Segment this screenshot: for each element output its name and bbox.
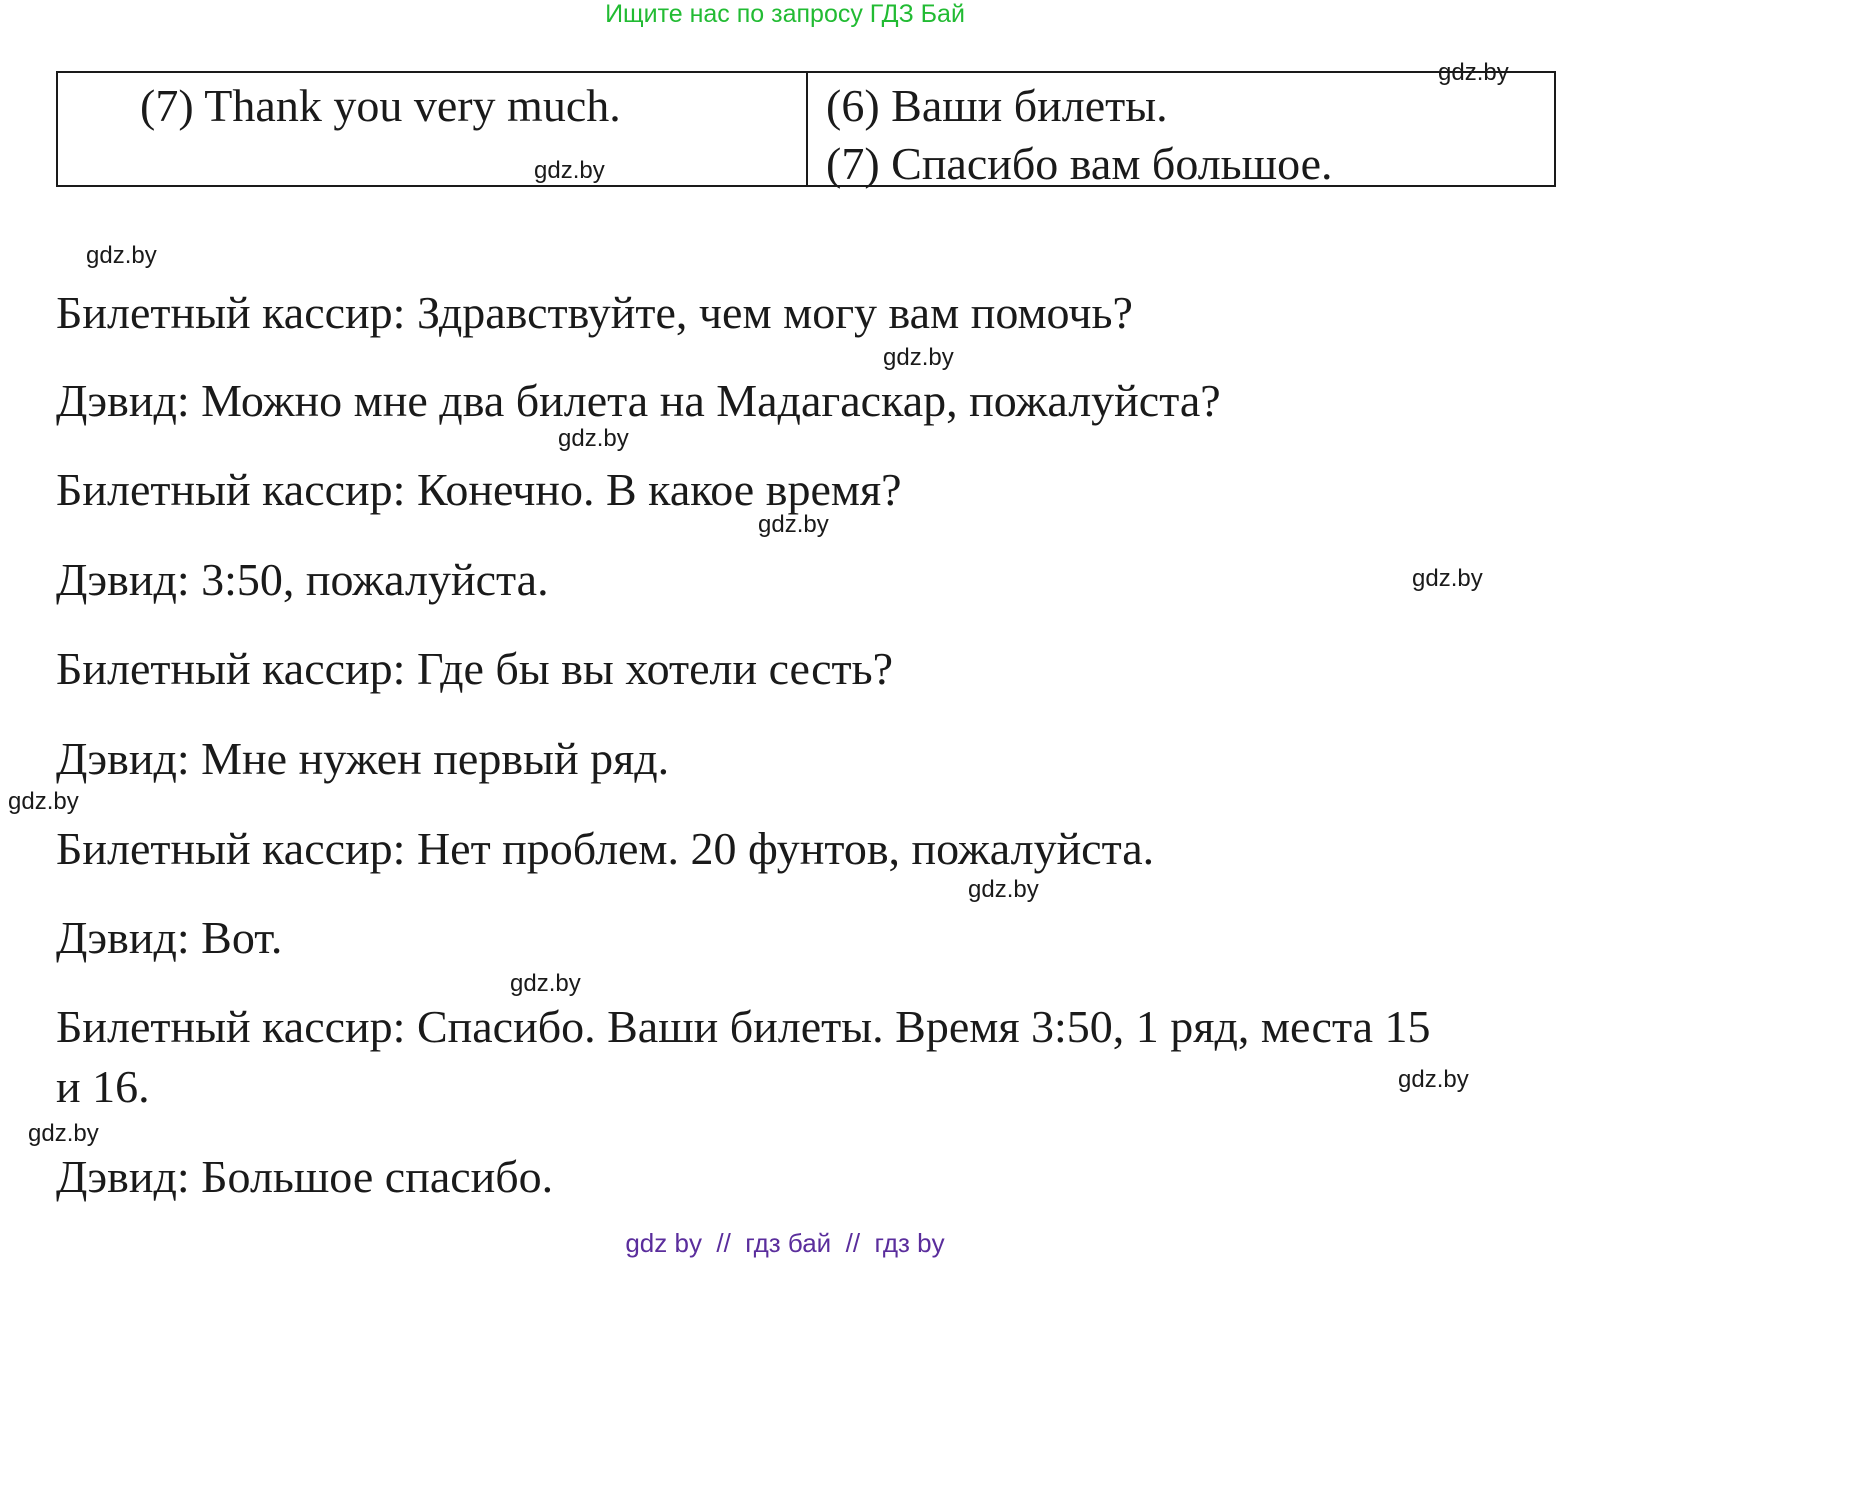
dialogue-line: Билетный кассир: Нет проблем. 20 фунтов, пожалуйста. xyxy=(56,823,1155,874)
dialogue-line: Билетный кассир: Конечно. В какое время? xyxy=(56,464,902,515)
watermark: gdz.by xyxy=(1438,59,1509,86)
watermark: gdz.by xyxy=(968,876,1039,903)
watermark: gdz.by xyxy=(1398,1066,1469,1093)
dialogue-line: Билетный кассир: Где бы вы хотели сесть? xyxy=(56,643,894,694)
translation-table xyxy=(56,59,1556,189)
watermark: gdz.by xyxy=(534,157,605,184)
english-cell xyxy=(58,73,808,185)
watermark: gdz.by xyxy=(28,1120,99,1147)
search-hint-banner: Ищите нас по запросу ГДЗ Бай xyxy=(605,0,965,28)
dialogue-line: Дэвид: Можно мне два билета на Мадагаскар, пожалуйста? xyxy=(56,375,1221,426)
russian-cell xyxy=(808,59,1554,189)
dialogue-line: и 16. xyxy=(56,1061,150,1112)
english-phrase: (7) Thank you very much. xyxy=(140,80,621,131)
watermark: gdz.by xyxy=(8,788,79,815)
dialogue-line: Дэвид: Мне нужен первый ряд. xyxy=(56,733,670,784)
dialogue-line: Билетный кассир: Спасибо. Ваши билеты. Время 3:50, 1 ряд, места 15 xyxy=(56,1001,1431,1052)
watermark: gdz.by xyxy=(883,344,954,371)
dialogue-line: Билетный кассир: Здравствуйте, чем могу вам помочь? xyxy=(56,287,1133,338)
russian-phrase: (7) Спасибо вам большое. xyxy=(826,138,1333,189)
watermark: gdz.by xyxy=(1412,565,1483,592)
russian-phrase: (6) Ваши билеты. xyxy=(826,80,1168,131)
dialogue-line: Дэвид: Вот. xyxy=(56,912,283,963)
watermark: gdz.by xyxy=(510,970,581,997)
dialogue-line: Дэвид: Большое спасибо. xyxy=(56,1151,554,1202)
watermark: gdz.by xyxy=(558,425,629,452)
footer-links: gdz by // гдз бай // гдз by xyxy=(625,1228,945,1258)
dialogue-line: Дэвид: 3:50, пожалуйста. xyxy=(56,554,549,605)
watermark: gdz.by xyxy=(86,242,157,269)
watermark: gdz.by xyxy=(758,511,829,538)
